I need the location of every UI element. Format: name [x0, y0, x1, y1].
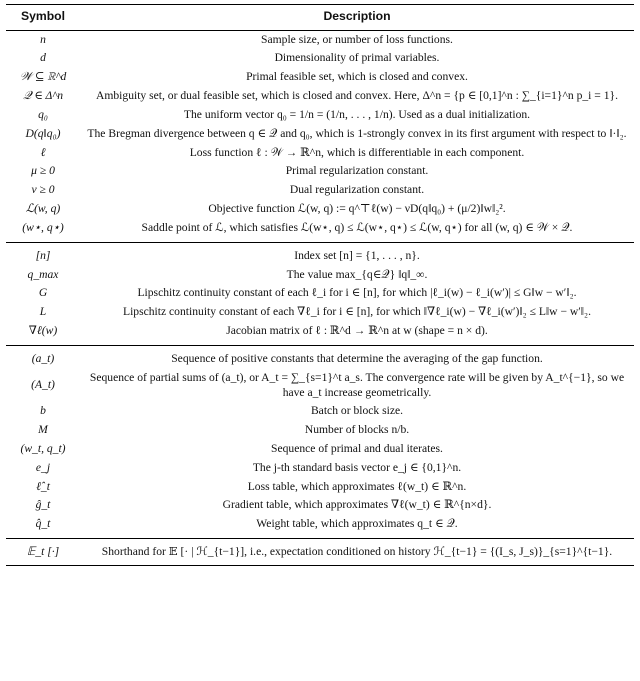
- symbol-cell: q̂_t: [35, 517, 51, 531]
- description-column-header: Description: [80, 5, 634, 31]
- table-row: [6, 322, 634, 345]
- table-row: [6, 284, 634, 303]
- description-cell: Number of blocks n/b.: [304, 423, 410, 437]
- symbol-cell: (w_t, q_t): [20, 442, 66, 455]
- table-row: [6, 421, 634, 440]
- description-cell: The j-th standard basis vector e_j ∈ {0,1}^n.: [252, 460, 462, 474]
- table-row: [6, 162, 634, 181]
- symbol-cell: b: [40, 404, 46, 418]
- symbol-cell: ν ≥ 0: [31, 183, 55, 197]
- notation-table: [6, 4, 634, 566]
- table-row: [6, 496, 634, 515]
- symbol-cell: ℒ(w, q): [25, 202, 61, 216]
- description-cell: Ambiguity set, or dual feasible set, which is closed and convex. Here, Δ^n = {p ∈ [0,1]^n : ∑_{i=1}^n p_i = 1}.: [95, 89, 618, 103]
- symbol-cell: [n]: [6, 242, 80, 265]
- description-cell: Primal feasible set, which is closed and convex.: [246, 70, 468, 84]
- description-cell: The uniform vector q₀ = 1/n = (1/n, . . . , 1/n). Used as a dual initialization.: [183, 107, 531, 121]
- description-cell: Lipschitz continuity constant of each ℓ_i for i ∈ [n], for which |ℓ_i(w) − ℓ_i(w′)| ≤ G‖w − w′‖₂.: [137, 286, 577, 300]
- description-cell: Gradient table, which approximates ∇ℓ(w_t) ∈ ℝ^{n×d}.: [222, 498, 492, 512]
- table-row: [6, 125, 634, 144]
- table-row: [6, 459, 634, 478]
- table-row: [6, 369, 634, 403]
- description-cell: Sequence of primal and dual iterates.: [271, 442, 443, 455]
- description-cell: Loss function ℓ : 𝒲 → ℝ^n, which is differentiable in each component.: [189, 145, 525, 159]
- symbol-column-header: Symbol: [6, 5, 80, 31]
- table-row: [6, 303, 634, 322]
- symbol-cell: M: [38, 423, 48, 437]
- symbol-cell: L: [39, 305, 47, 319]
- description-cell: Sample size, or number of loss functions.: [261, 32, 453, 46]
- symbol-cell: 𝔼_t [·]: [6, 539, 80, 566]
- description-cell: Sequence of positive constants that determine the averaging of the gap function.: [80, 345, 634, 368]
- table-row: [6, 402, 634, 421]
- description-cell: Objective function ℒ(w, q) := q^⊤ℓ(w) − νD(q‖q₀) + (μ/2)‖w‖₂².: [208, 202, 506, 216]
- symbol-cell: e_j: [35, 460, 51, 474]
- symbol-cell: (w⋆, q⋆): [22, 220, 64, 234]
- description-cell: Saddle point of ℒ, which satisfies ℒ(w⋆, q) ≤ ℒ(w⋆, q⋆) ≤ ℒ(w, q⋆) for all (w, q) ∈ 𝒲 × 𝒬.: [141, 220, 573, 234]
- table-row: [6, 87, 634, 106]
- symbol-cell: G: [38, 286, 48, 300]
- description-cell: Shorthand for 𝔼 [· | ℋ_{t−1}], i.e., expectation conditioned on history ℋ_{t−1} = {(I_s, J_s)}_{s=1}^{t−1}.: [80, 539, 634, 566]
- description-cell: The value max_{q∈𝒬} ‖q‖_∞.: [286, 267, 428, 281]
- table-row: [6, 515, 634, 538]
- table-row: [6, 144, 634, 163]
- table-row: [6, 219, 634, 242]
- description-cell: The Bregman divergence between q ∈ 𝒬 and q₀, which is 1-strongly convex in its first argument with respect to ‖·‖₂.: [87, 126, 627, 140]
- symbol-cell: D(q‖q₀): [25, 126, 61, 140]
- symbol-cell: 𝒬 ∈ Δ^n: [23, 89, 63, 103]
- description-cell: Weight table, which approximates q_t ∈ 𝒬.: [256, 517, 458, 531]
- table-row: [6, 345, 634, 368]
- description-cell: Lipschitz continuity constant of each ∇ℓ_i for i ∈ [n], for which ‖∇ℓ_i(w) − ∇ℓ_i(w′)‖₂ ≤ L‖w − w′‖₂.: [123, 305, 591, 319]
- symbol-cell: ĝ_t: [35, 498, 51, 512]
- symbol-cell: (A_t): [31, 378, 55, 392]
- symbol-cell: ℓ̂_t: [36, 479, 50, 493]
- description-cell: Batch or block size.: [310, 404, 404, 418]
- table-row: [6, 200, 634, 219]
- table-row: [6, 181, 634, 200]
- table-row: [6, 30, 634, 49]
- description-cell: Loss table, which approximates ℓ(w_t) ∈ ℝ^n.: [247, 479, 467, 493]
- symbol-cell: (a_t): [6, 345, 80, 368]
- description-cell: Jacobian matrix of ℓ : ℝ^d → ℝ^n at w (shape = n × d).: [226, 324, 488, 338]
- table-row: [6, 539, 634, 566]
- symbol-cell: q₀: [38, 107, 48, 121]
- description-cell: Dual regularization constant.: [289, 183, 425, 197]
- description-cell: Sequence of partial sums of (a_t), or A_t = ∑_{s=1}^t a_s. The convergence rate will be given by A_t^{−1}, so we have a_t increase geometrically.: [89, 370, 625, 399]
- symbol-cell: μ ≥ 0: [31, 164, 55, 178]
- table-row: [6, 68, 634, 87]
- symbol-cell: q_max: [27, 267, 59, 281]
- description-cell: Primal regularization constant.: [285, 164, 429, 178]
- symbol-cell: d: [40, 51, 46, 65]
- table-row: [6, 266, 634, 285]
- table-row: [6, 49, 634, 68]
- symbol-cell: 𝒲 ⊆ ℝ^d: [19, 70, 67, 84]
- symbol-cell: ∇ℓ(w): [28, 324, 58, 338]
- symbol-cell: ℓ: [40, 145, 46, 159]
- description-cell: Index set [n] = {1, . . . , n}.: [80, 242, 634, 265]
- table-row: [6, 242, 634, 265]
- table-row: [6, 106, 634, 125]
- table-body: [6, 30, 634, 565]
- header-row: [6, 5, 634, 31]
- table-row: [6, 478, 634, 497]
- table-row: [6, 440, 634, 459]
- description-cell: Dimensionality of primal variables.: [274, 51, 440, 65]
- symbol-cell: n: [40, 32, 46, 46]
